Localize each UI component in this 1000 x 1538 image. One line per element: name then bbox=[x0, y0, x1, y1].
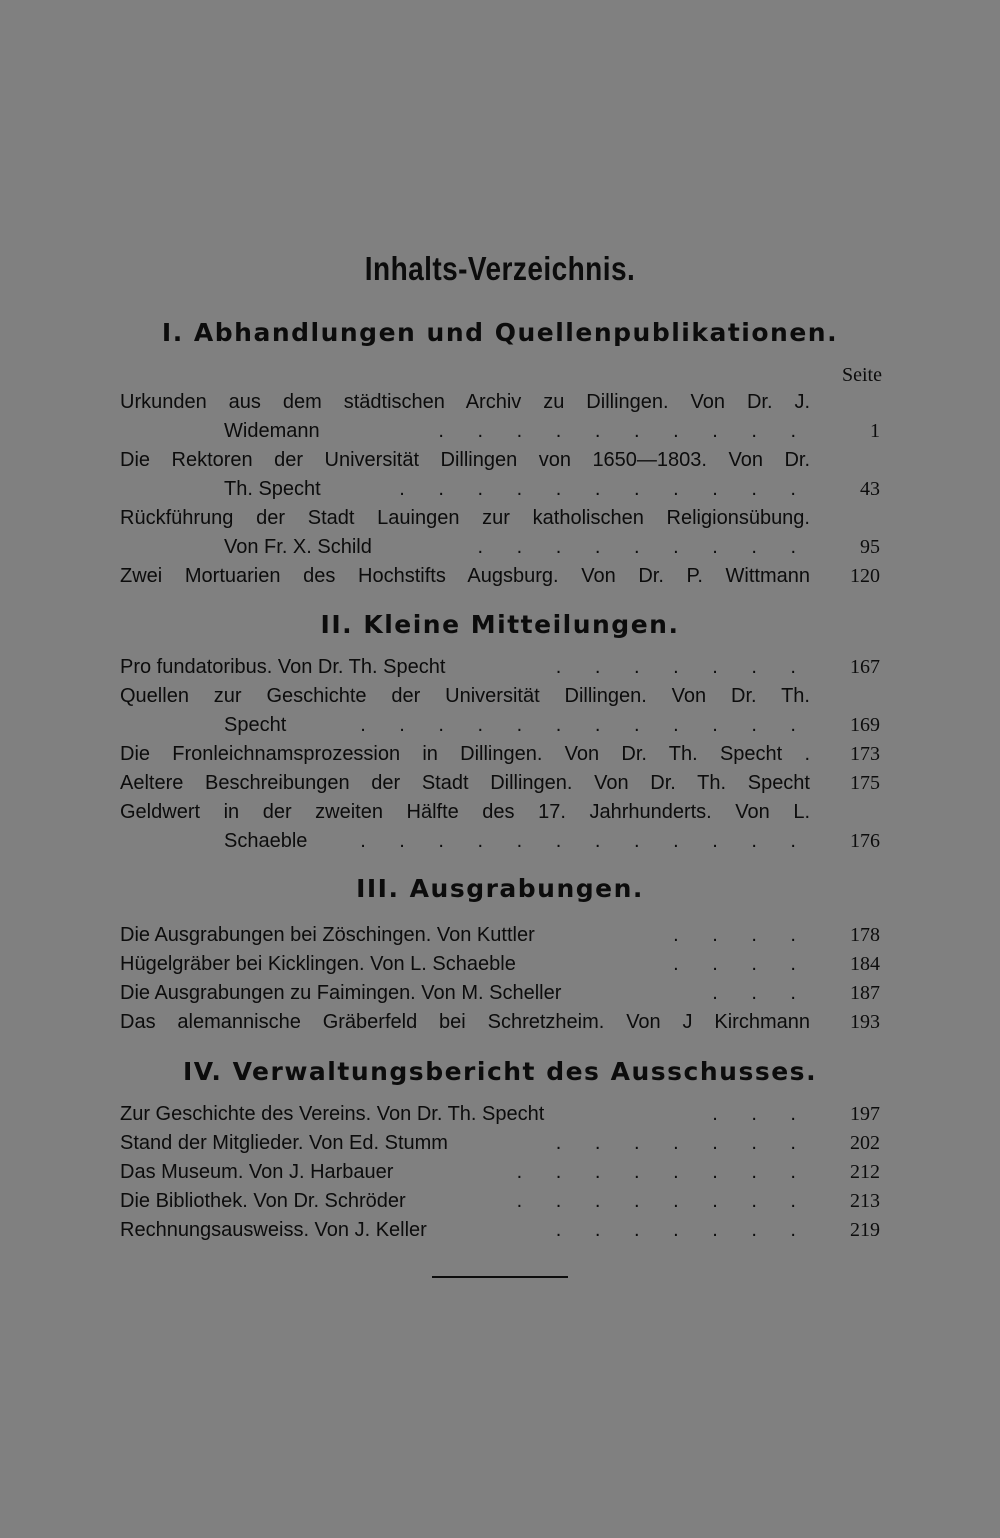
toc-entry-text: Stand der Mitglieder. Von Ed. Stumm bbox=[120, 1132, 448, 1154]
page-number: 212 bbox=[850, 1161, 880, 1183]
toc-entry-line bbox=[120, 769, 880, 798]
toc-entry-text: Die Ausgrabungen zu Faimingen. Von M. Scheller bbox=[120, 982, 562, 1004]
leader-dots: . . . . . . . . . . bbox=[438, 420, 810, 442]
page-number: 197 bbox=[850, 1103, 880, 1125]
toc-entry-text: Zwei Mortuarien des Hochstifts Augsburg. Von Dr. P. Wittmann bbox=[120, 565, 810, 587]
toc-entry-line bbox=[120, 1129, 880, 1158]
toc-entry-line bbox=[120, 1100, 880, 1129]
closing-rule bbox=[432, 1276, 568, 1278]
seite-label: Seite bbox=[842, 364, 882, 386]
toc-entry-text: Zur Geschichte des Vereins. Von Dr. Th. Specht bbox=[120, 1103, 545, 1125]
toc-entry-line bbox=[120, 653, 880, 682]
leader-dots: . . . . . . . bbox=[555, 656, 810, 678]
toc-entry-text: Widemann bbox=[224, 420, 320, 442]
leader-dots: . . . . . . . . bbox=[516, 1190, 810, 1212]
leader-dots: . . . bbox=[712, 1103, 810, 1125]
page-number: 178 bbox=[850, 924, 880, 946]
toc-entry-line bbox=[120, 388, 880, 417]
toc-entry-line bbox=[120, 504, 880, 533]
section-heading-3: III. Ausgrabungen. bbox=[356, 874, 644, 903]
toc-entry-text: Specht bbox=[224, 714, 287, 736]
toc-entry-text: Pro fundatoribus. Von Dr. Th. Specht bbox=[120, 656, 446, 678]
toc-entry-line bbox=[120, 979, 880, 1008]
page-number: 213 bbox=[850, 1190, 880, 1212]
toc-entry-line bbox=[120, 1216, 880, 1245]
leader-dots: . . . . . . . bbox=[555, 1219, 810, 1241]
page-number: 43 bbox=[860, 478, 880, 500]
toc-entry-line bbox=[120, 711, 880, 740]
section-heading-4: IV. Verwaltungsbericht des Ausschusses. bbox=[182, 1057, 818, 1086]
toc-entry-text: Hügelgräber bei Kicklingen. Von L. Schaeble bbox=[120, 953, 516, 975]
toc-entry-line bbox=[120, 417, 880, 446]
toc-entry-text: Die Ausgrabungen bei Zöschingen. Von Kuttler bbox=[120, 924, 535, 946]
toc-entry-text: Das Museum. Von J. Harbauer bbox=[120, 1161, 394, 1183]
section-heading-1: I. Abhandlungen und Quellenpublikationen. bbox=[161, 318, 839, 347]
toc-entry-line bbox=[120, 1158, 880, 1187]
page-number: 184 bbox=[850, 953, 880, 975]
leader-dots: . . . . . . . . . bbox=[477, 536, 810, 558]
toc-entry-text: Quellen zur Geschichte der Universität Dillingen. Von Dr. Th. bbox=[120, 685, 810, 707]
toc-entry-text: Urkunden aus dem städtischen Archiv zu Dillingen. Von Dr. J. bbox=[120, 391, 810, 413]
leader-dots: . . . . . . . . . . . bbox=[399, 478, 810, 500]
toc-entry-text: Von Fr. X. Schild bbox=[224, 536, 372, 558]
leader-dots: . . . . bbox=[673, 924, 810, 946]
toc-entry-line bbox=[120, 1008, 880, 1037]
leader-dots: . . . . . . . . . . . . bbox=[360, 714, 810, 736]
leader-dots: . . . . bbox=[673, 953, 810, 975]
toc-entry-line bbox=[120, 682, 880, 711]
page-number: 120 bbox=[850, 565, 880, 587]
toc-entry-line bbox=[120, 798, 880, 827]
toc-entry-line bbox=[120, 950, 880, 979]
toc-entry-line bbox=[120, 1187, 880, 1216]
toc-entry-line bbox=[120, 562, 880, 591]
leader-dots: . . . . . . . bbox=[555, 1132, 810, 1154]
leader-dots: . . . . . . . . . . . . bbox=[360, 830, 810, 852]
toc-entry-text: Geldwert in der zweiten Hälfte des 17. Jahrhunderts. Von L. bbox=[120, 801, 810, 823]
toc-entry-line bbox=[120, 533, 880, 562]
page-number: 167 bbox=[850, 656, 880, 678]
toc-entry-text: Th. Specht bbox=[224, 478, 321, 500]
toc-entry-line bbox=[120, 921, 880, 950]
toc-entry-line bbox=[120, 740, 880, 769]
page-number: 202 bbox=[850, 1132, 880, 1154]
page-number: 187 bbox=[850, 982, 880, 1004]
toc-entry-text: Rechnungsausweiss. Von J. Keller bbox=[120, 1219, 427, 1241]
toc-entry-text: Aeltere Beschreibungen der Stadt Dillingen. Von Dr. Th. Specht bbox=[120, 772, 810, 794]
leader-dots: . . . . . . . . bbox=[516, 1161, 810, 1183]
section-heading-2: II. Kleine Mitteilungen. bbox=[320, 610, 680, 639]
toc-entry-text: Das alemannische Gräberfeld bei Schretzheim. Von J Kirchmann bbox=[120, 1011, 810, 1033]
toc-entry-line bbox=[120, 827, 880, 856]
toc-entry-text: Schaeble bbox=[224, 830, 308, 852]
toc-entry-line bbox=[120, 446, 880, 475]
page-number: 175 bbox=[850, 772, 880, 794]
leader-dots: . . . bbox=[712, 982, 810, 1004]
page-number: 1 bbox=[870, 420, 880, 442]
page-title: Inhalts-Verzeichnis. bbox=[364, 250, 636, 287]
toc-entry-line bbox=[120, 475, 880, 504]
page-number: 95 bbox=[860, 536, 880, 558]
page-number: 173 bbox=[850, 743, 880, 765]
page-number: 219 bbox=[850, 1219, 880, 1241]
toc-entry-text: Die Fronleichnamsprozession in Dillingen. Von Dr. Th. Specht . bbox=[120, 743, 810, 765]
toc-entry-text: Rückführung der Stadt Lauingen zur katholischen Religionsübung. bbox=[120, 507, 810, 529]
toc-entry-text: Die Bibliothek. Von Dr. Schröder bbox=[120, 1190, 406, 1212]
page-number: 193 bbox=[850, 1011, 880, 1033]
page-number: 176 bbox=[850, 830, 880, 852]
toc-entry-text: Die Rektoren der Universität Dillingen von 1650—1803. Von Dr. bbox=[120, 449, 810, 471]
page-number: 169 bbox=[850, 714, 880, 736]
